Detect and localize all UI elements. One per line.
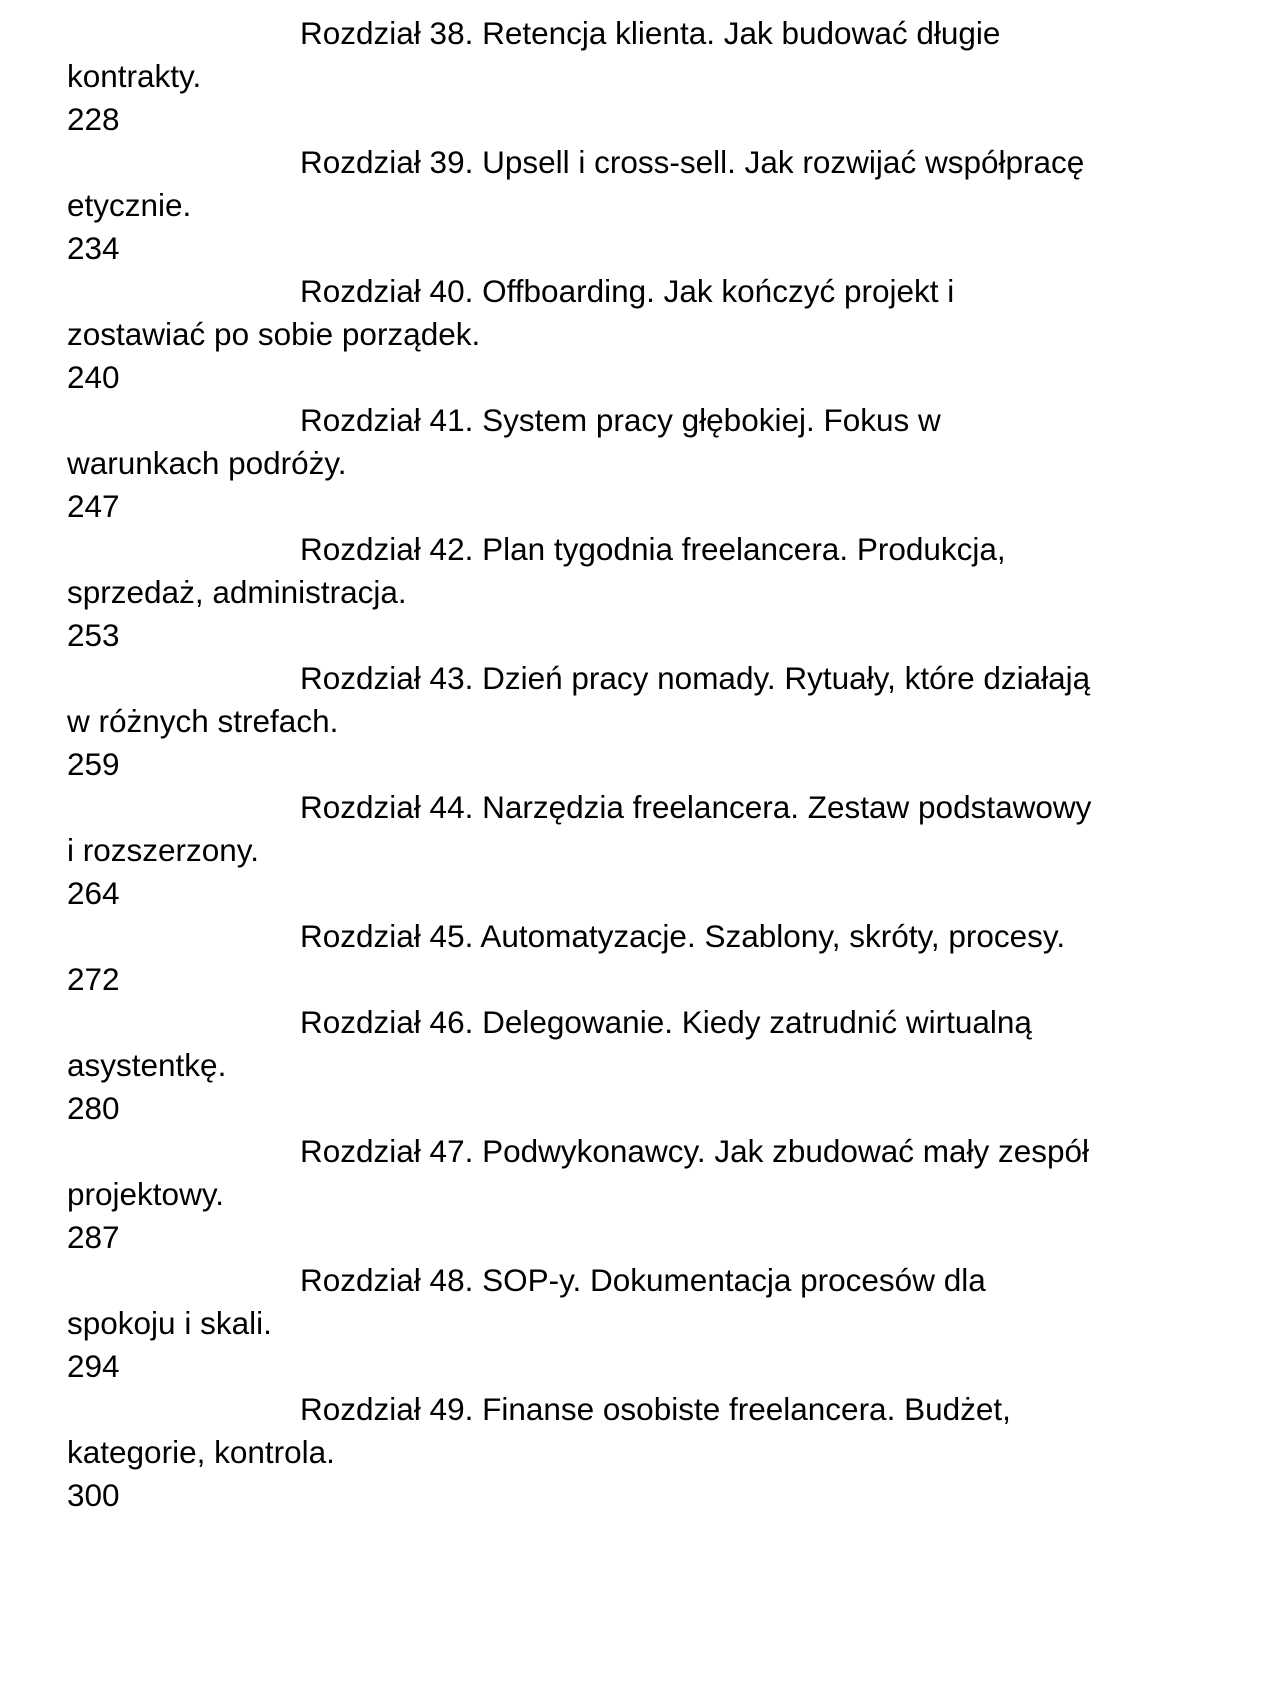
toc-entry-title-line: etycznie. <box>67 187 192 223</box>
toc-entry <box>67 1259 1167 1388</box>
toc-entry-title <box>67 528 1167 614</box>
toc-entry-title-line: i rozszerzony. <box>67 832 259 868</box>
toc-entry <box>67 786 1167 915</box>
toc-entry-page-number: 272 <box>67 961 120 997</box>
toc-entry <box>67 1130 1167 1259</box>
toc-entry <box>67 12 1167 141</box>
toc-entry-page-number: 228 <box>67 101 120 137</box>
toc-entry-title-line: asystentkę. <box>67 1047 227 1083</box>
toc-entry-title <box>67 270 1167 356</box>
toc-entry <box>67 399 1167 528</box>
toc-entry-page-number: 294 <box>67 1348 120 1384</box>
toc-entry-title-line: Rozdział 42. Plan tygodnia freelancera. Produkcja, <box>300 531 1006 567</box>
toc-entry-title <box>67 399 1167 485</box>
toc-entry <box>67 141 1167 270</box>
toc-entry <box>67 1001 1167 1130</box>
toc-entry-title <box>67 657 1167 743</box>
toc-entry-title-line: w różnych strefach. <box>67 703 339 739</box>
toc-entry <box>67 657 1167 786</box>
toc-entry-page-number: 240 <box>67 359 120 395</box>
toc-entry-title-line: Rozdział 41. System pracy głębokiej. Fokus w <box>300 402 941 438</box>
toc-entry-title <box>67 786 1167 872</box>
toc-entry-title-line: kategorie, kontrola. <box>67 1434 335 1470</box>
toc-entry-page-number: 259 <box>67 746 120 782</box>
toc-entry <box>67 528 1167 657</box>
toc-entry-title <box>67 1130 1167 1216</box>
toc-entry-title <box>67 915 1167 958</box>
toc-entry-page-number: 247 <box>67 488 120 524</box>
toc-entry-title-line: Rozdział 39. Upsell i cross-sell. Jak rozwijać współpracę <box>300 144 1085 180</box>
toc-list <box>67 12 1167 1517</box>
toc-entry-title-line: Rozdział 46. Delegowanie. Kiedy zatrudnić wirtualną <box>300 1004 1032 1040</box>
toc-entry-title-line: spokoju i skali. <box>67 1305 272 1341</box>
toc-entry-page-number: 287 <box>67 1219 120 1255</box>
toc-entry <box>67 1388 1167 1517</box>
toc-entry-page-number: 280 <box>67 1090 120 1126</box>
toc-entry-title-line: Rozdział 40. Offboarding. Jak kończyć projekt i <box>300 273 955 309</box>
toc-entry-title-line: kontrakty. <box>67 58 202 94</box>
toc-entry-title <box>67 141 1167 227</box>
toc-entry-title-line: Rozdział 48. SOP-y. Dokumentacja procesów dla <box>300 1262 986 1298</box>
toc-entry-title <box>67 12 1167 98</box>
toc-entry-title-line: Rozdział 45. Automatyzacje. Szablony, skróty, procesy. <box>300 918 1066 954</box>
toc-entry-title <box>67 1001 1167 1087</box>
toc-entry <box>67 270 1167 399</box>
toc-entry-title <box>67 1259 1167 1345</box>
toc-entry-title-line: Rozdział 47. Podwykonawcy. Jak zbudować mały zespół <box>300 1133 1090 1169</box>
toc-entry-page-number: 253 <box>67 617 120 653</box>
toc-entry <box>67 915 1167 1001</box>
toc-entry-title-line: sprzedaż, administracja. <box>67 574 407 610</box>
toc-entry-title-line: Rozdział 43. Dzień pracy nomady. Rytuały, które działają <box>300 660 1091 696</box>
toc-entry-title-line: Rozdział 38. Retencja klienta. Jak budować długie <box>300 15 1001 51</box>
toc-entry-page-number: 264 <box>67 875 120 911</box>
toc-entry-page-number: 234 <box>67 230 120 266</box>
toc-entry-title-line: Rozdział 44. Narzędzia freelancera. Zestaw podstawowy <box>300 789 1092 825</box>
toc-entry-page-number: 300 <box>67 1477 120 1513</box>
toc-entry-title-line: zostawiać po sobie porządek. <box>67 316 481 352</box>
toc-entry-title <box>67 1388 1167 1474</box>
toc-entry-title-line: projektowy. <box>67 1176 224 1212</box>
toc-entry-title-line: Rozdział 49. Finanse osobiste freelancera. Budżet, <box>300 1391 1011 1427</box>
toc-entry-title-line: warunkach podróży. <box>67 445 347 481</box>
